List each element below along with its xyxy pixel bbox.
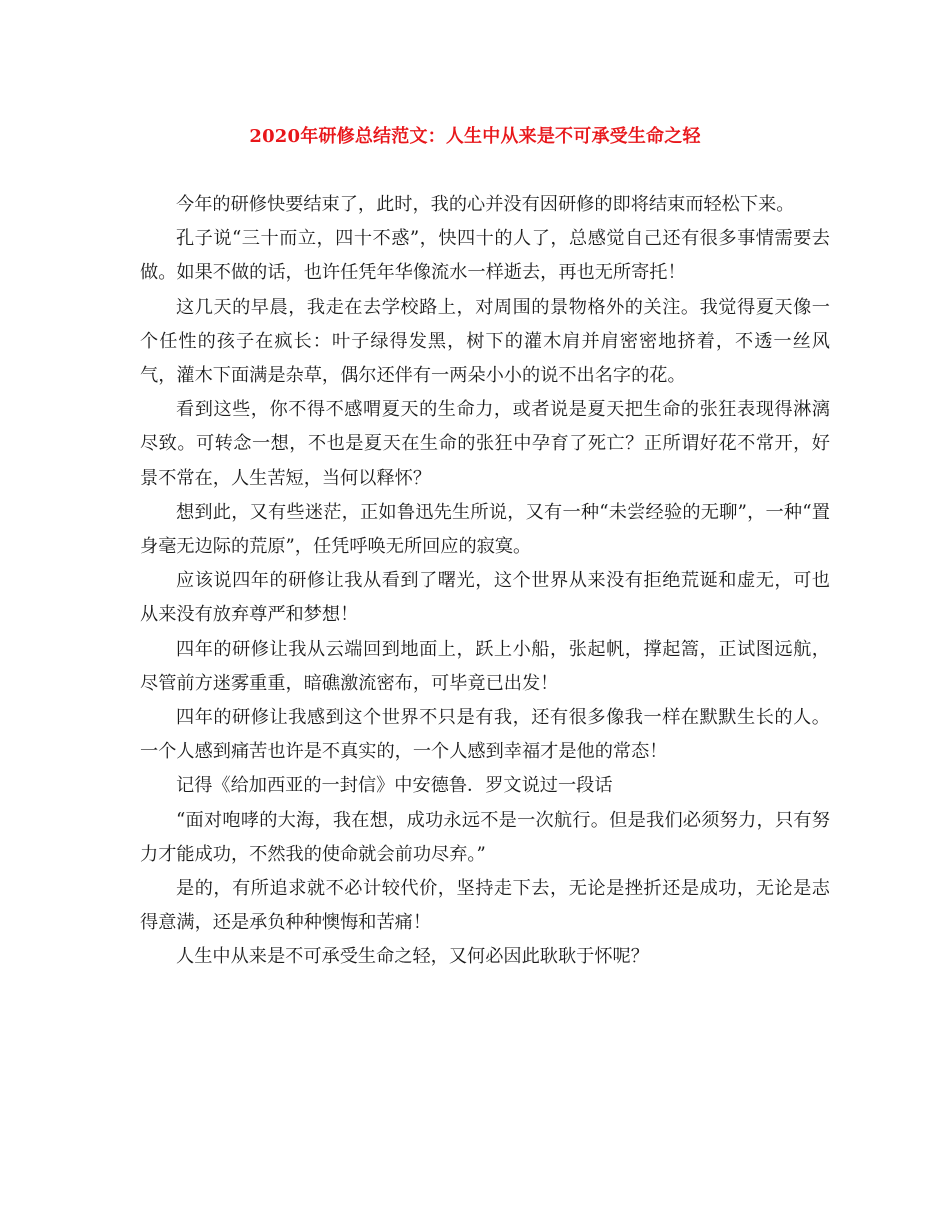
paragraph: 记得《给加西亚的一封信》中安德鲁．罗文说过一段话 (176, 775, 613, 797)
paragraph: 是的，有所追求就不必计较代价，坚持走下去，无论是挫折还是成功，无论是志得意满，还是承负种种懊悔和苦痛！ (140, 878, 830, 934)
paragraph: 四年的研修让我从云端回到地面上，跃上小船，张起帆，撑起篙，正试图远航，尽管前方迷雾重重，暗礁激流密布，可毕竟已出发！ (140, 638, 830, 694)
paragraph: 应该说四年的研修让我从看到了曙光，这个世界从来没有拒绝荒诞和虚无，可也从来没有放弃尊严和梦想！ (140, 570, 830, 626)
paragraph: 看到这些，你不得不感喟夏天的生命力，或者说是夏天把生命的张狂表现得淋漓尽致。可转念一想，不也是夏天在生命的张狂中孕育了死亡？正所谓好花不常开，好景不常在，人生苦短，当何以释怀？ (140, 399, 830, 489)
paragraph: 今年的研修快要结束了，此时，我的心并没有因研修的即将结束而轻松下来。 (176, 194, 795, 215)
document-title: 2020年研修总结范文：人生中从来是不可承受生命之轻 (249, 126, 701, 147)
paragraph: 四年的研修让我感到这个世界不只是有我，还有很多像我一样在默默生长的人。一个人感到痛苦也许是不真实的，一个人感到幸福才是他的常态！ (140, 707, 830, 763)
quote-paragraph: “面对咆哮的大海，我在想，成功永远不是一次航行。但是我们必须努力，只有努力才能成功，不然我的使命就会前功尽弃。” (140, 809, 830, 865)
paragraph: 这几天的早晨，我走在去学校路上，对周围的景物格外的关注。我觉得夏天像一个任性的孩子在疯长：叶子绿得发黑，树下的灌木肩并肩密密地挤着，不透一丝风气，灌木下面满是杂草，偶尔还伴有一两朵小小的说不出名字的花。 (140, 296, 830, 387)
document-body (140, 188, 830, 975)
closing-paragraph: 人生中从来是不可承受生命之轻，又何必因此耿耿于怀呢？ (176, 946, 649, 968)
paragraph: 孔子说“三十而立，四十不惑”，快四十的人了，总感觉自己还有很多事情需要去做。如果不做的话，也许任凭年华像流水一样逝去，再也无所寄托！ (140, 228, 830, 284)
paragraph: 想到此，又有些迷茫，正如鲁迅先生所说，又有一种“未尝经验的无聊”，一种“置身毫无边际的荒原”，任凭呼唤无所回应的寂寞。 (140, 501, 830, 558)
